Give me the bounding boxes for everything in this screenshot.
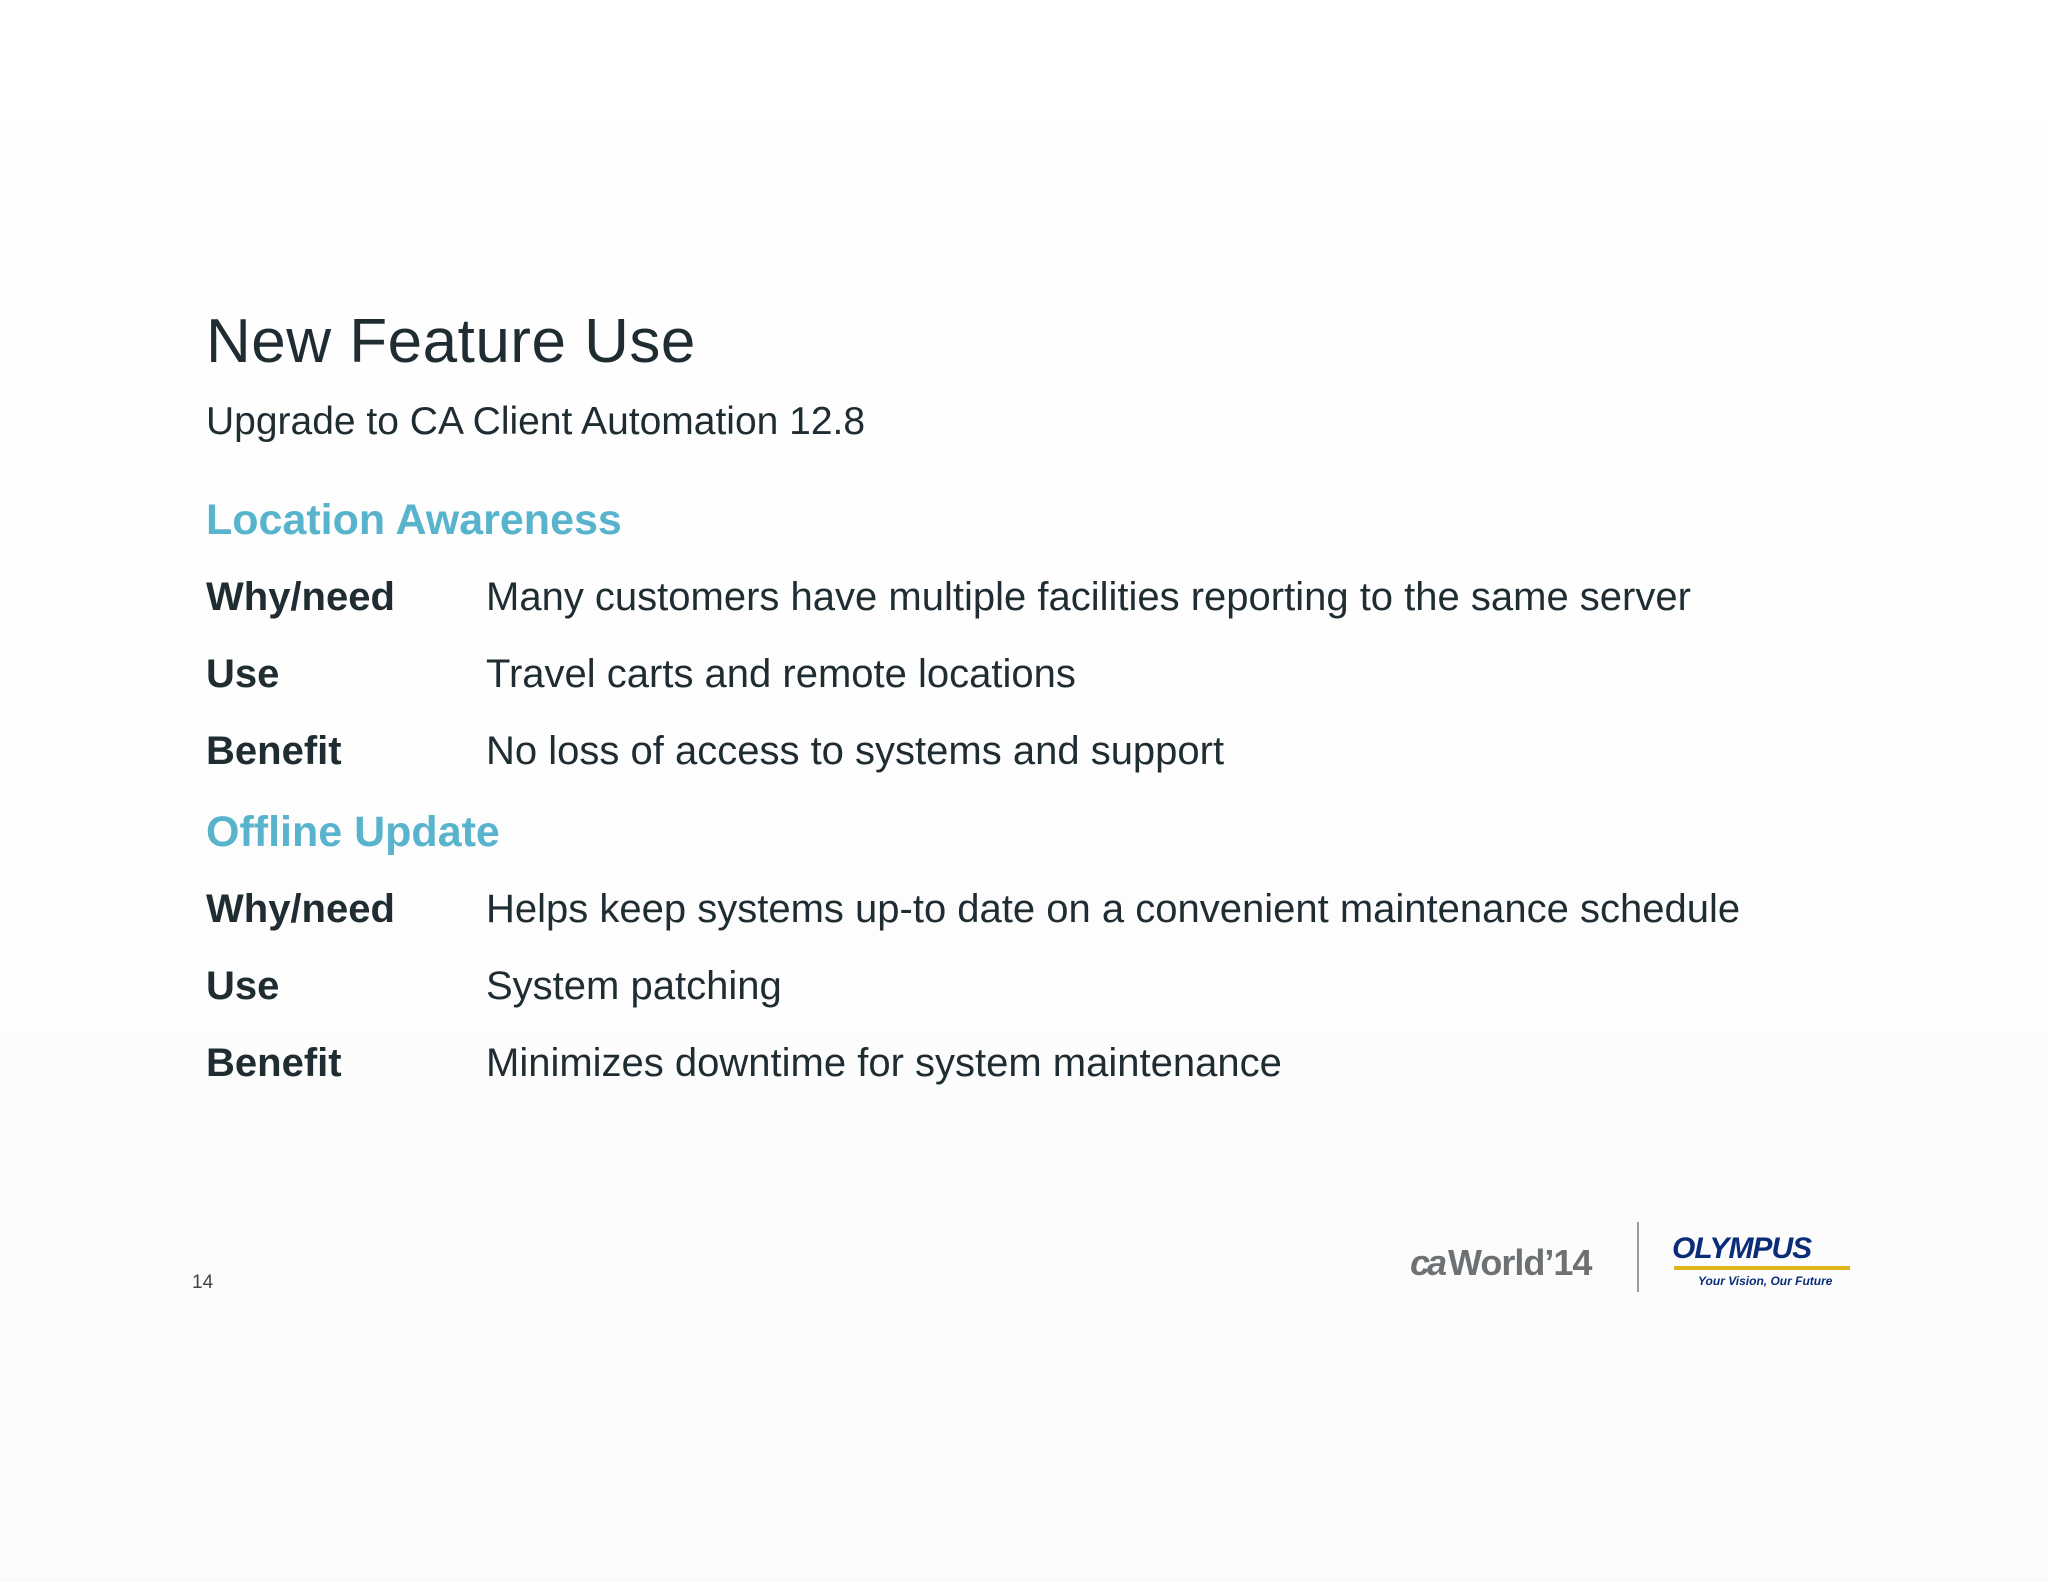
- row-label: Benefit: [206, 1041, 342, 1085]
- row-value: Travel carts and remote locations: [486, 652, 1076, 696]
- logo-divider: [1637, 1222, 1639, 1292]
- row-value: System patching: [486, 964, 782, 1008]
- row-label: Benefit: [206, 729, 342, 773]
- row-value: Minimizes downtime for system maintenance: [486, 1041, 1282, 1085]
- row-label: Use: [206, 652, 280, 696]
- row-value: Helps keep systems up-to date on a convenient maintenance schedule: [486, 887, 1741, 931]
- section-heading-location-awareness: Location Awareness: [206, 496, 622, 544]
- olympus-tagline: Your Vision, Our Future: [1698, 1274, 1833, 1288]
- row-value: No loss of access to systems and support: [486, 729, 1225, 773]
- olympus-logo-bar: [1674, 1266, 1850, 1270]
- section-heading-offline-update: Offline Update: [206, 808, 500, 856]
- row-label: Use: [206, 964, 280, 1008]
- ca-logo-mark: ca: [1410, 1242, 1445, 1283]
- olympus-logo: OLYMPUS: [1672, 1232, 1812, 1265]
- row-value: Many customers have multiple facilities reporting to the same server: [486, 575, 1691, 619]
- ca-world-logo: [1410, 1242, 1591, 1284]
- row-label: Why/need: [206, 575, 395, 619]
- slide-subtitle: Upgrade to CA Client Automation 12.8: [206, 400, 866, 443]
- slide-title: New Feature Use: [206, 307, 696, 376]
- row-label: Why/need: [206, 887, 395, 931]
- ca-logo-text: World’14: [1448, 1242, 1592, 1283]
- footer-logos: [1408, 1222, 1864, 1294]
- page-number: 14: [192, 1272, 214, 1293]
